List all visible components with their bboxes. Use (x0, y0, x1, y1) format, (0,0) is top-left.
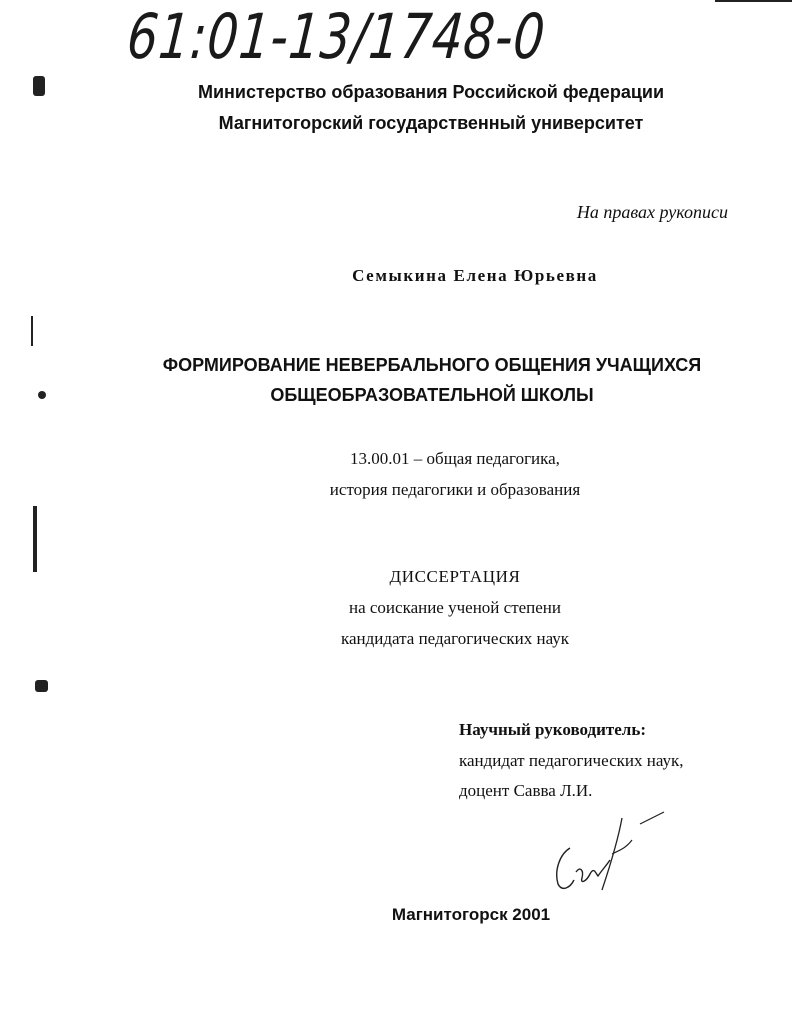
scan-mark (33, 506, 37, 572)
title-line: ОБЩЕОБРАЗОВАТЕЛЬНОЙ ШКОЛЫ (270, 385, 594, 405)
university-name (40, 113, 792, 134)
university-text: Магнитогорский государственный университет (218, 113, 644, 133)
dissertation-title (60, 385, 792, 406)
specialty-line (40, 480, 792, 500)
specialty-text: 13.00.01 – общая педагогика, (350, 449, 560, 468)
dissertation-title (60, 355, 792, 376)
dissertation-label-text: ДИССЕРТАЦИЯ (389, 567, 521, 586)
title-line: ФОРМИРОВАНИЕ НЕВЕРБАЛЬНОГО ОБЩЕНИЯ УЧАЩИХСЯ (162, 355, 702, 375)
supervisor-heading (459, 720, 646, 740)
degree-line (40, 629, 792, 649)
scan-mark (35, 680, 48, 692)
supervisor-line (459, 781, 592, 801)
city-year (40, 905, 792, 925)
supervisor-text: доцент Савва Л.И. (459, 781, 593, 800)
catalog-number: 61:01-13/1748-0 (124, 0, 549, 73)
ministry-name (40, 82, 792, 103)
ministry-text: Министерство образования Российской федерации (197, 82, 665, 102)
specialty-text: история педагогики и образования (329, 480, 581, 499)
supervisor-text: кандидат педагогических наук, (459, 751, 684, 770)
supervisor-heading-text: Научный руководитель: (459, 720, 646, 739)
degree-text: кандидата педагогических наук (340, 629, 570, 648)
dissertation-label (40, 567, 792, 587)
author-text: Семыкина Елена Юрьевна (352, 266, 598, 285)
scan-mark (31, 316, 33, 346)
scan-mark (715, 0, 792, 2)
city-year-text: Магнитогорск 2001 (391, 905, 551, 924)
degree-line (40, 598, 792, 618)
supervisor-signature (540, 800, 680, 900)
degree-text: на соискание ученой степени (348, 598, 562, 617)
author-name (40, 266, 792, 286)
supervisor-line (459, 751, 684, 771)
rights-note: На правах рукописи (576, 202, 728, 222)
specialty-line (40, 449, 792, 469)
scan-mark (38, 391, 46, 399)
